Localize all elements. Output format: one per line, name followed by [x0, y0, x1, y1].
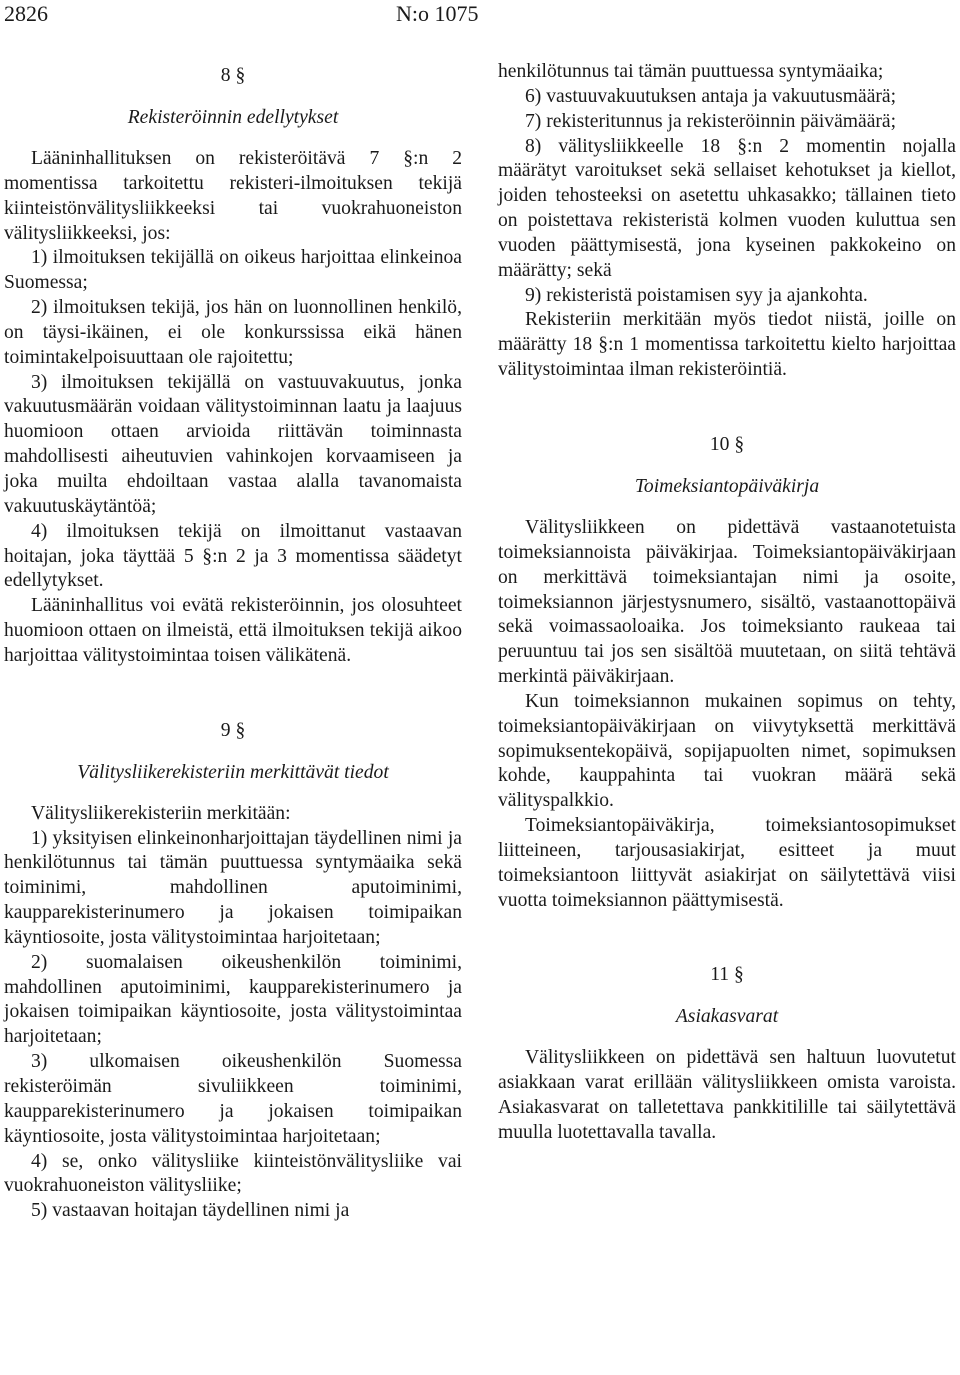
paragraph: Lääninhallitus voi evätä rekisteröinnin, jos olosuhteet huomioon ottaen on ilmeistä, että ilmoituksen tekijä aikoo harjoittaa välitystoimintaa toisen välikätenä.	[4, 595, 462, 666]
paragraph: Välitysliikkeen on pidettävä vastaanotetuista toimeksiannoista päiväkirjaa. Toimeksiantopäiväkirjaan on merkittävä toimeksiantajan nimi ja osoite, toimeksiannon järjestysnumero, sisältö, vastaanottopäivä sekä voimassaoloaika. Jos toimeksianto raukeaa tai peruuntuu tai jos sen sisältöä muutetaan, on siitä tehtävä merkintä päiväkirjaan.	[498, 516, 956, 688]
section-heading: 10 §	[709, 433, 745, 455]
page-header	[0, 0, 960, 30]
paragraph: 7) rekisteritunnus ja rekisteröinnin päivämäärä;	[525, 110, 897, 132]
paragraph: Lääninhallituksen on rekisteröitävä 7 §:n 2 momentissa tarkoitettu rekisteri-ilmoituksen tekijä kiinteistönvälitysliikkeeksi tai vuokrahuoneiston välitysliikkeeksi, jos:	[4, 148, 462, 244]
issue-number: N:o 1075	[396, 1, 479, 26]
paragraph: Rekisteriin merkitään myös tiedot niistä, joille on määrätty 18 §:n 1 momentissa tarkoitettu kielto harjoittaa välitystoimintaa ilman rekisteröintiä.	[498, 309, 956, 381]
paragraph: 2) ilmoituksen tekijä, jos hän on luonnollinen henkilö, on täysi-ikäinen, ei ole konkurssissa eikä hänen toimintakelpoisuuttaan ole rajoitettu;	[4, 297, 462, 368]
section-heading: 11 §	[710, 964, 744, 986]
paragraph: 1) yksityisen elinkeinonharjoittajan täydellinen nimi ja henkilötunnus tai tämän puuttuessa syntymäaika sekä toiminimi, mahdollinen aputoiminimi, kaupparekisterinumero ja jokaisen toimipaikan käyntiosoite, josta välitystoimintaa harjoitetaan;	[4, 827, 462, 948]
paragraph: 1) ilmoituksen tekijällä on oikeus harjoittaa elinkeinoa Suomessa;	[4, 247, 462, 294]
left-column	[4, 60, 462, 1224]
paragraph: 2) suomalaisen oikeushenkilön toiminimi, mahdollinen aputoiminimi, kaupparekisterinumero ja jokaisen toimipaikan käyntiosoite, josta välitystoimintaa harjoitetaan;	[4, 951, 462, 1048]
paragraph: 3) ulkomaisen oikeushenkilön Suomessa rekisteröimän sivuliikkeen toiminimi, kaupparekisterinumero ja jokaisen toimipaikan käyntiosoite, josta välitystoimintaa harjoitetaan;	[4, 1051, 462, 1147]
paragraph: Kun toimeksiannon mukainen sopimus on tehty, toimeksiantopäiväkirjaan on viivytyksettä merkittävä sopimuksentekopäivä, sopijapuolten nimet, sopimuksen kohde, kauppahinta tai vuokran määrä sekä välityspalkkio.	[498, 690, 956, 812]
section-9	[4, 715, 462, 1224]
page-number: 2826	[4, 1, 48, 26]
section-9-continuation	[498, 60, 956, 383]
section-title: Välitysliikerekisteriin merkittävät tiedot	[77, 761, 389, 783]
paragraph: henkilötunnus tai tämän puuttuessa syntymäaika;	[498, 61, 884, 82]
paragraph: 3) ilmoituksen tekijällä on vastuuvakuutus, jonka vakuutusmäärän voidaan välitystoiminnan laatu ja laajuus huomioon ottaen arvioida riittävän toiminnasta mahdollisesti aiheutuvien vahinkojen korvaamiseen ja joka muilta ehdoiltaan vastaa alalla tavanomaista vakuutuskäytäntöä;	[4, 371, 462, 517]
section-title: Asiakasvarat	[675, 1006, 779, 1028]
paragraph: Välitysliikerekisteriin merkitään:	[31, 802, 291, 824]
paragraph: 6) vastuuvakuutuksen antaja ja vakuutusmäärä;	[525, 85, 897, 107]
section-heading: 9 §	[220, 719, 246, 741]
paragraph: 4) se, onko välitysliike kiinteistönvälitysliike vai vuokrahuoneiston välitysliike;	[4, 1150, 462, 1197]
right-column	[498, 60, 956, 1146]
paragraph: 5) vastaavan hoitajan täydellinen nimi ja	[31, 1200, 350, 1222]
paragraph: 9) rekisteristä poistamisen syy ja ajankohta.	[525, 284, 868, 306]
section-title: Toimeksiantopäiväkirja	[634, 475, 820, 497]
section-11	[498, 959, 956, 1145]
paragraph: Välitysliikkeen on pidettävä sen haltuun luovutetut asiakkaan varat erillään välitysliikkeen omista varoista. Asiakasvarat on talletettava pankkitilille tai säilytettävä muulla luotettavalla tavalla.	[498, 1047, 956, 1143]
section-10	[498, 429, 956, 914]
paragraph: 8) välitysliikkeelle 18 §:n 2 momentin nojalla määrätyt varoitukset sekä sellaiset kehotukset ja kiellot, joiden tehosteeksi on asetettu uhkasakko; tällainen tieto on poistettava rekisteristä kolmen vuoden kuluttua sen vuoden päättymisestä, jona kyseinen pakkokeino on määrätty; sekä	[498, 135, 956, 281]
paragraph: Toimeksiantopäiväkirja, toimeksiantosopimukset liitteineen, tarjousasiakirjat, esitteet ja muut toimeksiantoon liittyvät asiakirjat on säilytettävä viisi vuotta toimeksiannon päättymisestä.	[498, 815, 956, 911]
section-heading: 8 §	[220, 65, 246, 86]
section-title: Rekisteröinnin edellytykset	[127, 107, 339, 128]
paragraph: 4) ilmoituksen tekijä on ilmoittanut vastaavan hoitajan, joka täyttää 5 §:n 2 ja 3 momentissa säädetyt edellytykset.	[4, 520, 462, 592]
section-8	[4, 60, 462, 669]
